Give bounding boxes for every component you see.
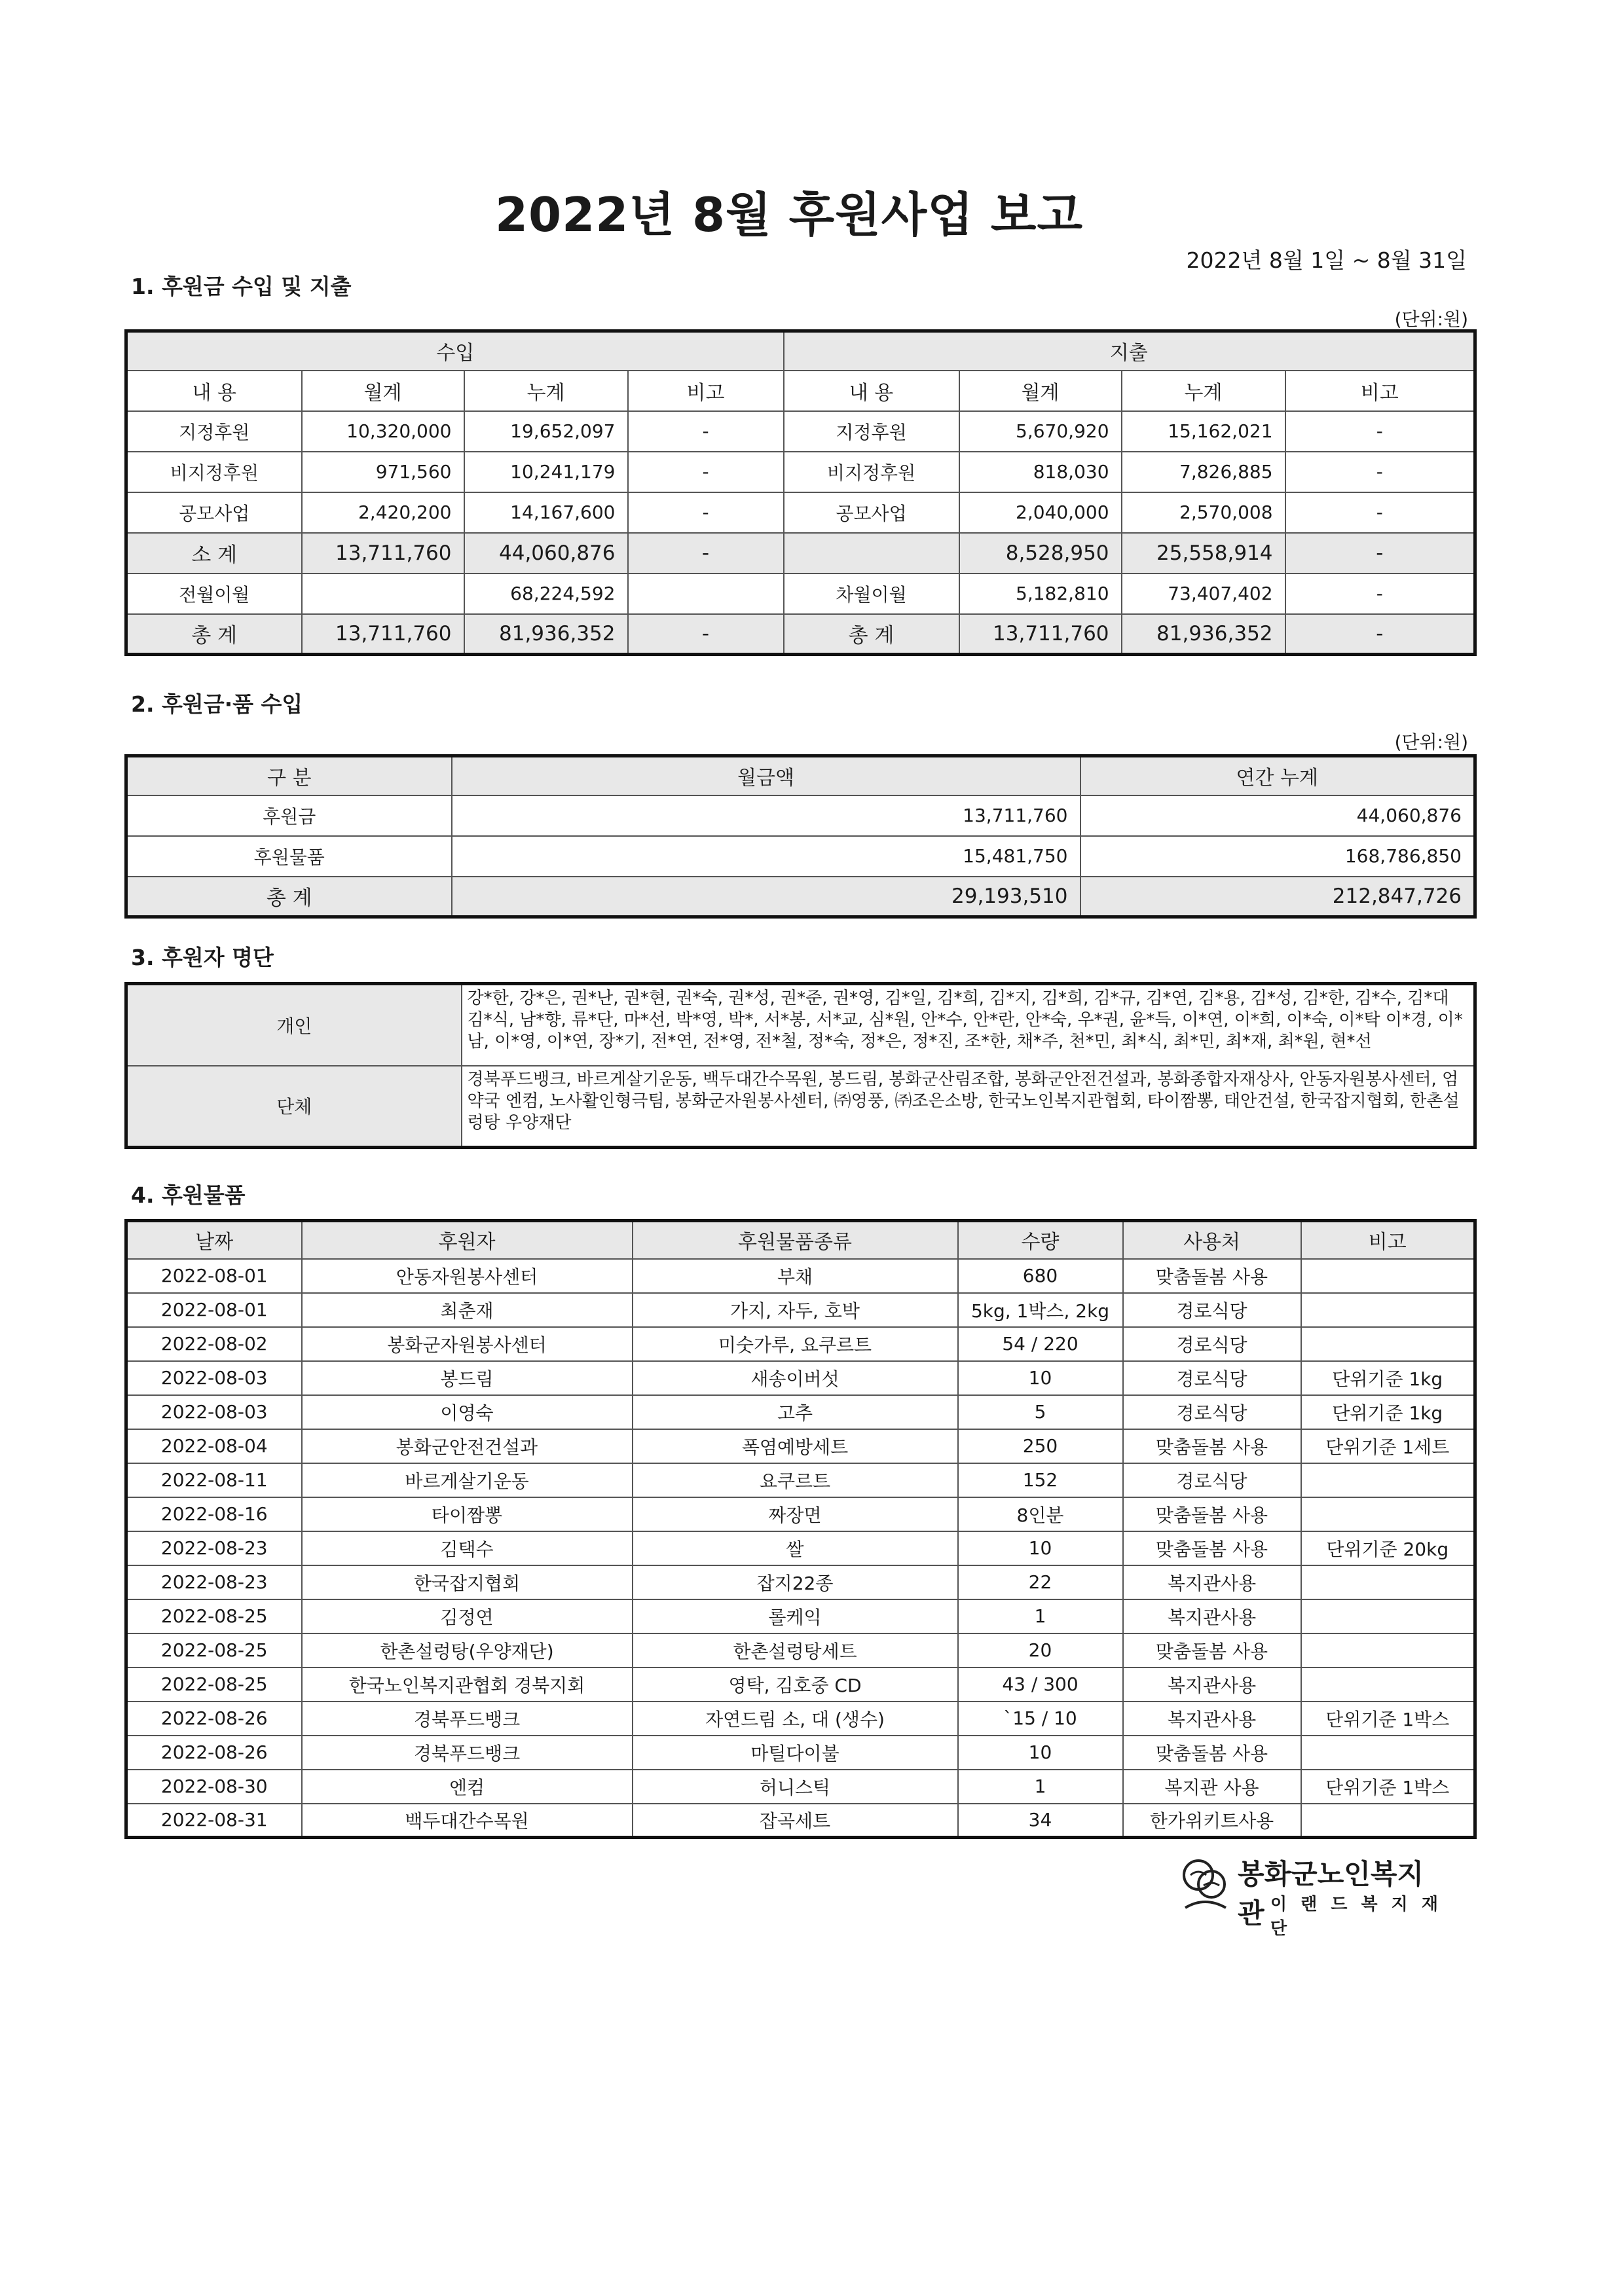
page-title: 2022년 8월 후원사업 보고 xyxy=(494,187,1084,242)
item-type-cell: 미숫가루, 요쿠르트 xyxy=(633,1327,958,1361)
column-header: 내 용 xyxy=(784,371,959,411)
donor-cell: 최춘재 xyxy=(302,1293,633,1327)
category-label: 후원금 xyxy=(126,795,452,836)
item-label: 공모사업 xyxy=(126,492,302,533)
monthly-amount: 13,711,760 xyxy=(452,795,1080,836)
amount-cell: 7,826,885 xyxy=(1122,452,1285,492)
amount-cell xyxy=(302,574,464,614)
remark-cell: 단위기준 1박스 xyxy=(1301,1770,1475,1804)
monthly-amount: 29,193,510 xyxy=(452,877,1080,917)
table-row xyxy=(126,492,1475,533)
donor-cell: 한국노인복지관협회 경북지회 xyxy=(302,1667,633,1702)
amount-cell: 5,670,920 xyxy=(959,411,1122,452)
item-type-cell: 부채 xyxy=(633,1259,958,1293)
amount-cell: 44,060,876 xyxy=(464,533,628,574)
remark-cell: - xyxy=(628,452,784,492)
column-header: 누계 xyxy=(464,371,628,411)
table-row xyxy=(126,1395,1475,1429)
column-header: 월금액 xyxy=(452,756,1080,795)
donor-list-table xyxy=(124,982,1477,1149)
donor-cell: 타이짬뽕 xyxy=(302,1497,633,1531)
income-header: 수입 xyxy=(126,331,784,371)
usage-cell: 복지관사용 xyxy=(1123,1565,1301,1599)
quantity-cell: 680 xyxy=(958,1259,1123,1293)
column-header: 사용처 xyxy=(1123,1221,1301,1259)
remark-cell: - xyxy=(1285,614,1475,655)
column-header: 비고 xyxy=(1285,371,1475,411)
item-label: 전월이월 xyxy=(126,574,302,614)
remark-cell xyxy=(1301,1259,1475,1293)
amount-cell: 13,711,760 xyxy=(302,614,464,655)
column-header: 내 용 xyxy=(126,371,302,411)
quantity-cell: 1 xyxy=(958,1599,1123,1633)
remark-cell: - xyxy=(1285,452,1475,492)
column-header: 비고 xyxy=(1301,1221,1475,1259)
unit-label-1: (단위:원) xyxy=(1394,308,1468,330)
section-2-heading: 2. 후원금·품 수입 xyxy=(131,691,303,717)
section-4-heading: 4. 후원물품 xyxy=(131,1182,246,1208)
item-type-cell: 고추 xyxy=(633,1395,958,1429)
item-type-cell: 한촌설렁탕세트 xyxy=(633,1633,958,1667)
remark-cell: - xyxy=(628,533,784,574)
item-type-cell: 짜장면 xyxy=(633,1497,958,1531)
amount-cell: 81,936,352 xyxy=(464,614,628,655)
column-header: 날짜 xyxy=(126,1221,302,1259)
table-row xyxy=(126,452,1475,492)
remark-cell: - xyxy=(1285,533,1475,574)
amount-cell: 15,162,021 xyxy=(1122,411,1285,452)
column-header: 월계 xyxy=(959,371,1122,411)
table-row xyxy=(126,1599,1475,1633)
donor-cell: 바르게살기운동 xyxy=(302,1463,633,1497)
amount-cell: 971,560 xyxy=(302,452,464,492)
amount-cell: 5,182,810 xyxy=(959,574,1122,614)
usage-cell: 맞춤돌봄 사용 xyxy=(1123,1531,1301,1565)
quantity-cell: 5 xyxy=(958,1395,1123,1429)
quantity-cell: 10 xyxy=(958,1736,1123,1770)
subtotal-row xyxy=(126,533,1475,574)
elderly-couple-logo-icon xyxy=(1179,1855,1231,1912)
income-expense-table xyxy=(124,329,1477,656)
item-type-cell: 쌀 xyxy=(633,1531,958,1565)
column-header: 구 분 xyxy=(126,756,452,795)
quantity-cell: 1 xyxy=(958,1770,1123,1804)
date-cell: 2022-08-30 xyxy=(126,1770,302,1804)
amount-cell: 8,528,950 xyxy=(959,533,1122,574)
item-type-cell: 허니스틱 xyxy=(633,1770,958,1804)
remark-cell: 단위기준 20kg xyxy=(1301,1531,1475,1565)
date-cell: 2022-08-23 xyxy=(126,1531,302,1565)
date-cell: 2022-08-01 xyxy=(126,1293,302,1327)
remark-cell: - xyxy=(628,492,784,533)
remark-cell: 단위기준 1kg xyxy=(1301,1361,1475,1395)
table-row xyxy=(126,1736,1475,1770)
remark-cell xyxy=(1301,1327,1475,1361)
donor-cell: 김택수 xyxy=(302,1531,633,1565)
item-type-cell: 폭염예방세트 xyxy=(633,1429,958,1463)
remark-cell xyxy=(1301,1599,1475,1633)
date-cell: 2022-08-23 xyxy=(126,1565,302,1599)
donated-goods-table xyxy=(124,1219,1477,1839)
item-type-cell: 가지, 자두, 호박 xyxy=(633,1293,958,1327)
item-type-cell: 잡지22종 xyxy=(633,1565,958,1599)
remark-cell xyxy=(1301,1293,1475,1327)
date-cell: 2022-08-03 xyxy=(126,1395,302,1429)
item-label: 비지정후원 xyxy=(784,452,959,492)
donor-cell: 엔컴 xyxy=(302,1770,633,1804)
remark-cell xyxy=(1301,1736,1475,1770)
usage-cell: 경로식당 xyxy=(1123,1327,1301,1361)
category-label: 총 계 xyxy=(126,877,452,917)
donor-cell: 봉화군안전건설과 xyxy=(302,1429,633,1463)
amount-cell: 81,936,352 xyxy=(1122,614,1285,655)
amount-cell: 2,420,200 xyxy=(302,492,464,533)
quantity-cell: 10 xyxy=(958,1531,1123,1565)
donor-cell: 한국잡지협회 xyxy=(302,1565,633,1599)
table-row xyxy=(126,1667,1475,1702)
remark-cell: 단위기준 1박스 xyxy=(1301,1702,1475,1736)
remark-cell: - xyxy=(1285,411,1475,452)
group-donor-names: 경북푸드뱅크, 바르게살기운동, 백두대간수목원, 봉드림, 봉화군산림조합, 봉화군안전건설과, 봉화종합자재상사, 안동자원봉사센터, 엄약국 엔컴, 노사활인형극팀, 봉화군자원봉사센터, ㈜영풍, ㈜조은소방, 한국노인복지관협회, 타이짬뽕, 태안건설, 한국잡지협회, 한촌설렁탕 우양재단 xyxy=(462,1066,1475,1148)
table-row xyxy=(126,1804,1475,1838)
item-label: 공모사업 xyxy=(784,492,959,533)
item-type-cell: 영탁, 김호중 CD xyxy=(633,1667,958,1702)
usage-cell: 맞춤돌봄 사용 xyxy=(1123,1429,1301,1463)
column-header: 누계 xyxy=(1122,371,1285,411)
donor-cell: 김정연 xyxy=(302,1599,633,1633)
date-cell: 2022-08-16 xyxy=(126,1497,302,1531)
usage-cell: 복지관사용 xyxy=(1123,1599,1301,1633)
item-label: 지정후원 xyxy=(126,411,302,452)
donor-cell: 백두대간수목원 xyxy=(302,1804,633,1838)
usage-cell: 맞춤돌봄 사용 xyxy=(1123,1259,1301,1293)
carryover-row xyxy=(126,574,1475,614)
item-label: 총 계 xyxy=(126,614,302,655)
total-row xyxy=(126,877,1475,917)
item-label: 차월이월 xyxy=(784,574,959,614)
unit-label-2: (단위:원) xyxy=(1394,731,1468,753)
individual-donor-names: 강*한, 강*은, 권*난, 권*현, 권*숙, 권*성, 권*준, 권*영, 김*일, 김*희, 김*지, 김*희, 김*규, 김*연, 김*용, 김*성, 김*한, 김*수, 김*대 김*식, 남*향, 류*단, 마*선, 박*영, 박*, 서*봉, 서*교, 심*원, 안*수, 안*란, 안*숙, 우*권, 윤*득, 이*연, 이*희, 이*숙, 이*탁 이*경, 이*남, 이*영, 이*연, 장*기, 전*연, 전*영, 전*철, 정*숙, 정*은, 정*진, 조*한, 채*주, 천*민, 최*식, 최*민, 최*재, 최*원, 현*선 xyxy=(462,984,1475,1066)
usage-cell: 경로식당 xyxy=(1123,1395,1301,1429)
table-row xyxy=(126,1463,1475,1497)
table-row xyxy=(126,795,1475,836)
item-type-cell: 마틸다이불 xyxy=(633,1736,958,1770)
donor-cell: 봉화군자원봉사센터 xyxy=(302,1327,633,1361)
usage-cell: 맞춤돌봄 사용 xyxy=(1123,1497,1301,1531)
organization-name: 봉화군노인복지관 xyxy=(1238,1858,1424,1929)
section-3-heading: 3. 후원자 명단 xyxy=(131,945,274,970)
amount-cell: 73,407,402 xyxy=(1122,574,1285,614)
column-header: 비고 xyxy=(628,371,784,411)
date-cell: 2022-08-25 xyxy=(126,1633,302,1667)
amount-cell: 2,570,008 xyxy=(1122,492,1285,533)
usage-cell: 맞춤돌봄 사용 xyxy=(1123,1633,1301,1667)
item-type-cell: 자연드림 소, 대 (생수) xyxy=(633,1702,958,1736)
donor-cell: 경북푸드뱅크 xyxy=(302,1702,633,1736)
quantity-cell: 5kg, 1박스, 2kg xyxy=(958,1293,1123,1327)
table-row xyxy=(126,1259,1475,1293)
quantity-cell: 22 xyxy=(958,1565,1123,1599)
table-row xyxy=(126,1293,1475,1327)
remark-cell xyxy=(1301,1667,1475,1702)
donor-cell: 안동자원봉사센터 xyxy=(302,1259,633,1293)
amount-cell: 13,711,760 xyxy=(302,533,464,574)
quantity-cell: 43 / 300 xyxy=(958,1667,1123,1702)
foundation-name: 이 랜 드 복 지 재 단 xyxy=(1270,1895,1442,1939)
organization-logo xyxy=(1179,1853,1447,1939)
item-type-cell: 새송이버섯 xyxy=(633,1361,958,1395)
remark-cell: - xyxy=(628,614,784,655)
usage-cell: 경로식당 xyxy=(1123,1293,1301,1327)
item-type-cell: 잡곡세트 xyxy=(633,1804,958,1838)
date-cell: 2022-08-04 xyxy=(126,1429,302,1463)
quantity-cell: 250 xyxy=(958,1429,1123,1463)
donor-cell: 경북푸드뱅크 xyxy=(302,1736,633,1770)
table-row xyxy=(126,836,1475,877)
amount-cell: 25,558,914 xyxy=(1122,533,1285,574)
amount-cell: 818,030 xyxy=(959,452,1122,492)
table-row xyxy=(126,1429,1475,1463)
table-row xyxy=(126,1633,1475,1667)
table-row xyxy=(126,1327,1475,1361)
table-row xyxy=(126,1531,1475,1565)
date-cell: 2022-08-25 xyxy=(126,1599,302,1633)
date-cell: 2022-08-01 xyxy=(126,1259,302,1293)
usage-cell: 경로식당 xyxy=(1123,1463,1301,1497)
table-row xyxy=(126,1565,1475,1599)
item-label: 비지정후원 xyxy=(126,452,302,492)
remark-cell xyxy=(628,574,784,614)
item-type-cell: 요쿠르트 xyxy=(633,1463,958,1497)
column-header: 후원물품종류 xyxy=(633,1221,958,1259)
remark-cell: 단위기준 1세트 xyxy=(1301,1429,1475,1463)
quantity-cell: 34 xyxy=(958,1804,1123,1838)
item-label: 소 계 xyxy=(126,533,302,574)
table-row xyxy=(126,1702,1475,1736)
donation-income-table xyxy=(124,754,1477,919)
quantity-cell: 54 / 220 xyxy=(958,1327,1123,1361)
annual-total: 168,786,850 xyxy=(1080,836,1475,877)
usage-cell: 경로식당 xyxy=(1123,1361,1301,1395)
column-header: 후원자 xyxy=(302,1221,633,1259)
amount-cell: 10,241,179 xyxy=(464,452,628,492)
usage-cell: 복지관사용 xyxy=(1123,1702,1301,1736)
column-header: 연간 누계 xyxy=(1080,756,1475,795)
group-label: 단체 xyxy=(126,1066,462,1148)
monthly-amount: 15,481,750 xyxy=(452,836,1080,877)
individual-label: 개인 xyxy=(126,984,462,1066)
table-row xyxy=(126,1361,1475,1395)
item-label: 총 계 xyxy=(784,614,959,655)
remark-cell xyxy=(1301,1565,1475,1599)
amount-cell: 10,320,000 xyxy=(302,411,464,452)
item-label: 지정후원 xyxy=(784,411,959,452)
amount-cell: 14,167,600 xyxy=(464,492,628,533)
remark-cell xyxy=(1301,1804,1475,1838)
section-1-heading: 1. 후원금 수입 및 지출 xyxy=(131,274,352,299)
total-row xyxy=(126,614,1475,655)
goods-rows xyxy=(126,1259,1475,1838)
amount-cell: 13,711,760 xyxy=(959,614,1122,655)
report-period: 2022년 8월 1일 ~ 8월 31일 xyxy=(1186,247,1467,273)
table-row xyxy=(126,1497,1475,1531)
remark-cell: - xyxy=(1285,574,1475,614)
quantity-cell: `15 / 10 xyxy=(958,1702,1123,1736)
date-cell: 2022-08-26 xyxy=(126,1702,302,1736)
item-type-cell: 롤케익 xyxy=(633,1599,958,1633)
column-header: 월계 xyxy=(302,371,464,411)
table-row xyxy=(126,1770,1475,1804)
amount-cell: 19,652,097 xyxy=(464,411,628,452)
quantity-cell: 152 xyxy=(958,1463,1123,1497)
remark-cell xyxy=(1301,1463,1475,1497)
amount-cell: 68,224,592 xyxy=(464,574,628,614)
quantity-cell: 20 xyxy=(958,1633,1123,1667)
date-cell: 2022-08-02 xyxy=(126,1327,302,1361)
annual-total: 212,847,726 xyxy=(1080,877,1475,917)
donor-cell: 봉드림 xyxy=(302,1361,633,1395)
date-cell: 2022-08-25 xyxy=(126,1667,302,1702)
table-row xyxy=(126,411,1475,452)
column-header: 수량 xyxy=(958,1221,1123,1259)
donor-cell: 이영숙 xyxy=(302,1395,633,1429)
usage-cell: 복지관 사용 xyxy=(1123,1770,1301,1804)
annual-total: 44,060,876 xyxy=(1080,795,1475,836)
amount-cell: 2,040,000 xyxy=(959,492,1122,533)
category-label: 후원물품 xyxy=(126,836,452,877)
date-cell: 2022-08-26 xyxy=(126,1736,302,1770)
donor-cell: 한촌설렁탕(우양재단) xyxy=(302,1633,633,1667)
expense-header: 지출 xyxy=(784,331,1475,371)
usage-cell: 복지관사용 xyxy=(1123,1667,1301,1702)
remark-cell xyxy=(1301,1497,1475,1531)
remark-cell: - xyxy=(1285,492,1475,533)
quantity-cell: 8인분 xyxy=(958,1497,1123,1531)
item-label xyxy=(784,533,959,574)
usage-cell: 맞춤돌봄 사용 xyxy=(1123,1736,1301,1770)
usage-cell: 한가위키트사용 xyxy=(1123,1804,1301,1838)
date-cell: 2022-08-31 xyxy=(126,1804,302,1838)
remark-cell: - xyxy=(628,411,784,452)
date-cell: 2022-08-03 xyxy=(126,1361,302,1395)
quantity-cell: 10 xyxy=(958,1361,1123,1395)
remark-cell: 단위기준 1kg xyxy=(1301,1395,1475,1429)
remark-cell xyxy=(1301,1633,1475,1667)
date-cell: 2022-08-11 xyxy=(126,1463,302,1497)
